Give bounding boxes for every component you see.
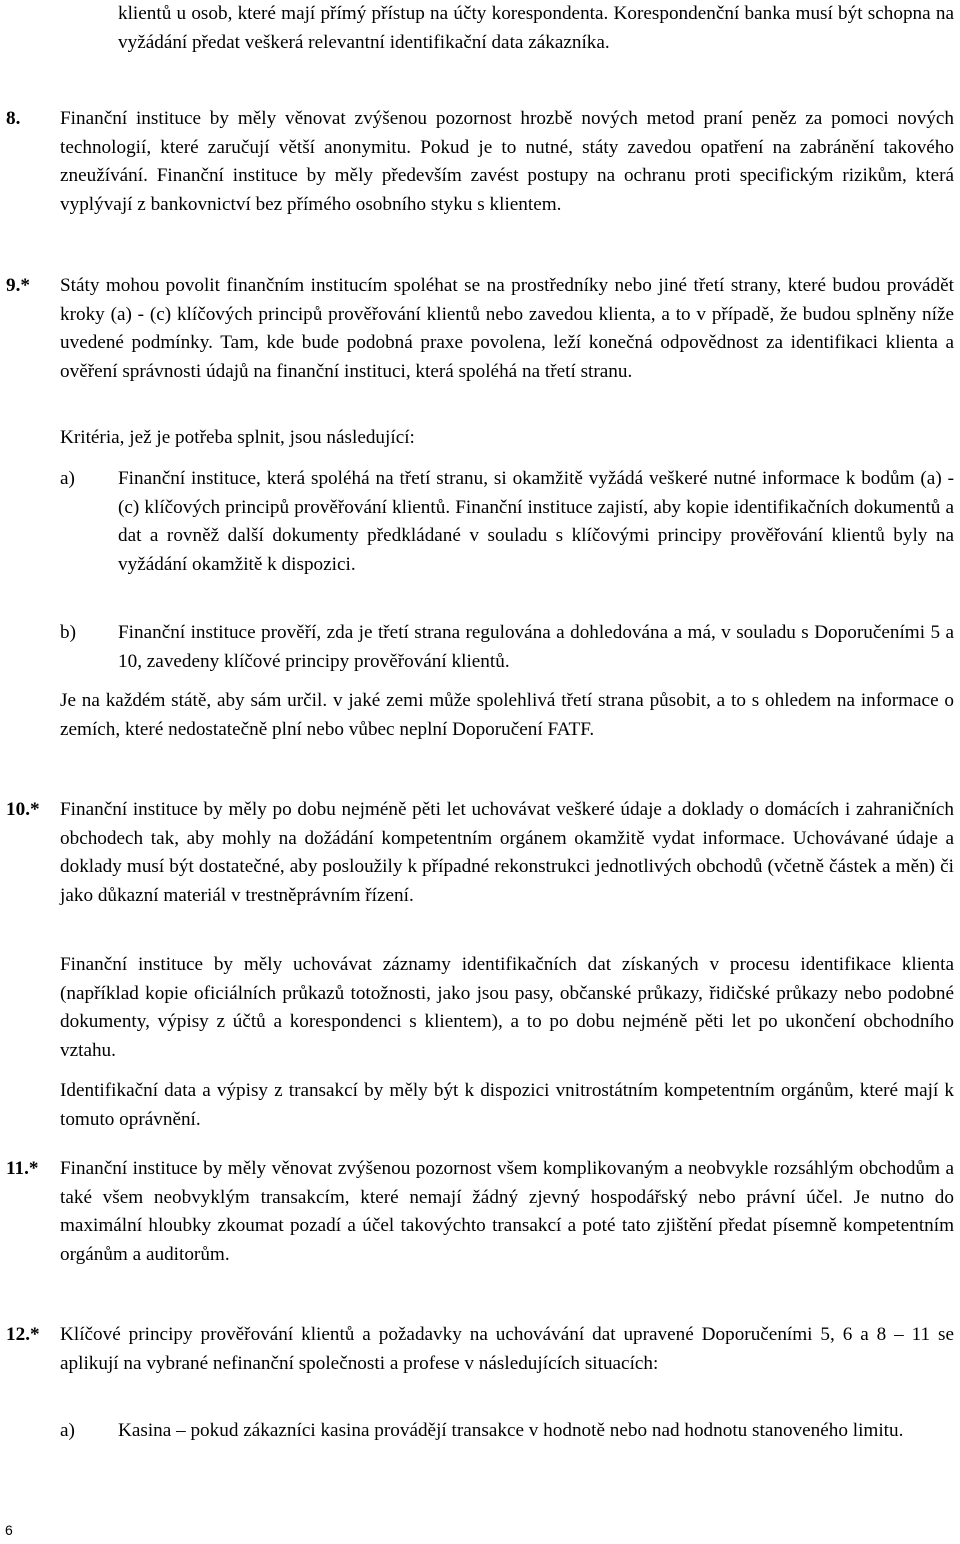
page-number: 6	[5, 1522, 13, 1538]
criteria-item-a-label: a)	[60, 468, 75, 489]
criteria-item-a-text: Finanční instituce, která spoléhá na třetí stranu, si okamžitě vyžádá veškeré nutné informace k bodům (a) - (c) klíčových principů prověřování klientů. Finanční instituce zajistí, aby kopie identifikačních dokumentů a dat a rovněž další dokumenty předkládané v souladu s klíčovými principy prověřování klientů byly na vyžádání okamžitě k dispozici.	[118, 468, 954, 575]
recommendation-8-number: 8.	[6, 108, 21, 129]
recommendation-10-paragraph-3: Identifikační data a výpisy z transakcí by měly být k dispozici vnitrostátním kompetentním orgánům, které mají k tomuto oprávnění.	[60, 1080, 954, 1130]
situation-item-a-label: a)	[60, 1420, 75, 1441]
recommendation-8-text: Finanční instituce by měly věnovat zvýšenou pozornost hrozbě nových metod praní peněz za pomoci nových technologií, které zaručují větší anonymitu. Pokud je to nutné, státy zavedou opatření na zabránění takového zneužívání. Finanční instituce by měly především zavést postupy na ochranu proti specifickým rizikům, která vyplývají z bankovnictví bez přímého osobního styku s klientem.	[60, 108, 954, 215]
recommendation-10-text: Finanční instituce by měly po dobu nejméně pěti let uchovávat veškeré údaje a doklady o domácích i zahraničních obchodech tak, aby mohly na dožádání kompetentním orgánem okamžitě vydat informace. Uchovávané údaje a doklady musí být dostatečné, aby posloužily k případné rekonstrukci jednotlivých obchodů (včetně částek a měn) či jako důkazní materiál v trestněprávním řízení.	[60, 799, 954, 906]
recommendation-9-closing: Je na každém státě, aby sám určil. v jaké zemi může spolehlivá třetí strana působit, a to s ohledem na informace o zemích, které nedostatečně plní nebo vůbec neplní Doporučení FATF.	[60, 690, 954, 740]
recommendation-12-number: 12.*	[6, 1324, 40, 1345]
recommendation-11-number: 11.*	[6, 1158, 39, 1179]
criteria-intro: Kritéria, jež je potřeba splnit, jsou následující:	[60, 427, 415, 448]
recommendation-9-text: Státy mohou povolit finančním institucím spoléhat se na prostředníky nebo jiné třetí strany, které budou provádět kroky (a) - (c) klíčových principů prověřování klientů nebo zavedou klienta, a to v případě, že budou splněny níže uvedené podmínky. Tam, kde bude podobná praxe povolena, leží konečná odpovědnost za identifikaci klienta a ověření správnosti údajů na finanční instituci, která spoléhá na třetí stranu.	[60, 275, 954, 382]
criteria-item-b-text: Finanční instituce prověří, zda je třetí strana regulována a dohledována a má, v souladu s Doporučeními 5 a 10, zavedeny klíčové principy prověřování klientů.	[118, 622, 954, 672]
recommendation-10-number: 10.*	[6, 799, 40, 820]
situation-item-a-text: Kasina – pokud zákazníci kasina provádějí transakce v hodnotě nebo nad hodnotu stanoveného limitu.	[118, 1420, 904, 1441]
criteria-item-b-label: b)	[60, 622, 76, 643]
recommendation-10-paragraph-2: Finanční instituce by měly uchovávat záznamy identifikačních dat získaných v procesu identifikace klienta (například kopie oficiálních průkazů totožnosti, jako jsou pasy, občanské průkazy, řidičské průkazy nebo podobné dokumenty, výpisy z účtů a korespondenci s klientem), a to po dobu nejméně pěti let po ukončení obchodního vztahu.	[60, 954, 954, 1061]
continuation-paragraph: klientů u osob, které mají přímý přístup na účty korespondenta. Korespondenční banka musí být schopna na vyžádání předat veškerá relevantní identifikační data zákazníka.	[118, 3, 954, 53]
recommendation-9-number: 9.*	[6, 275, 30, 296]
recommendation-11-text: Finanční instituce by měly věnovat zvýšenou pozornost všem komplikovaným a neobvykle rozsáhlým obchodům a také všem neobvyklým transakcím, které nemají žádný zjevný hospodářský nebo právní účel. Je nutno do maximální hloubky zkoumat pozadí a účel takovýchto transakcí a poté tato zjištění předat písemně kompetentním orgánům a auditorům.	[60, 1158, 954, 1265]
recommendation-12-text: Klíčové principy prověřování klientů a požadavky na uchovávání dat upravené Doporučeními 5, 6 a 8 – 11 se aplikují na vybrané nefinanční společnosti a profese v následujících situacích:	[60, 1324, 954, 1374]
